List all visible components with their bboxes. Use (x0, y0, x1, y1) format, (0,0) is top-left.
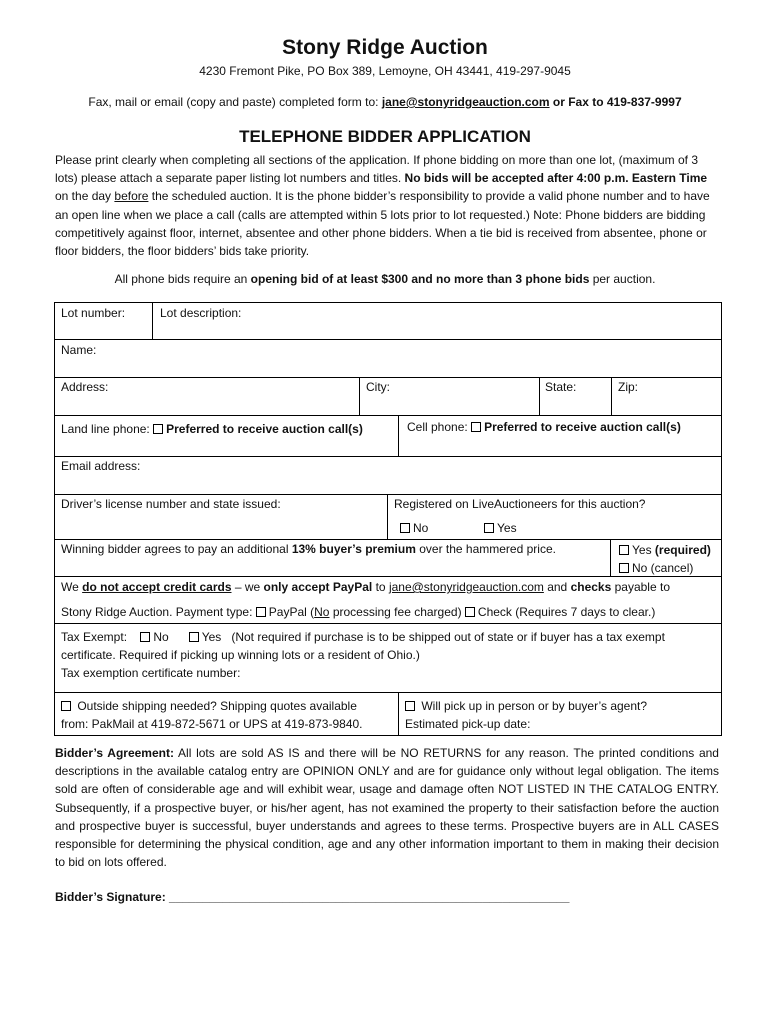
liveauctioneers-no[interactable]: No (400, 521, 428, 536)
payment-terms: We do not accept credit cards – we only accept PayPal to jane@stonyridgeauction.com and checks payable to (61, 580, 670, 594)
signature-line[interactable]: Bidder’s Signature: ____________________________________________________________ (55, 890, 570, 904)
tax-yes-checkbox[interactable] (189, 632, 199, 642)
tax-note: certificate. Required if picking up winning lots or a resident of Ohio.) (61, 648, 420, 662)
tax-exempt-row[interactable]: Tax Exempt: No Yes (Not required if purchase is to be shipped out of state or if buyer has a tax exempt (61, 630, 665, 644)
outside-shipping-checkbox[interactable] (61, 701, 71, 711)
shipping-quotes: from: PakMail at 419-872-5671 or UPS at 419-873-9840. (61, 717, 363, 731)
lot-description-field[interactable]: Lot description: (160, 306, 242, 320)
land-line-field[interactable]: Land line phone: Preferred to receive auction call(s) (61, 422, 363, 436)
shipping-section (54, 692, 722, 735)
submit-instructions: Fax, mail or email (copy and paste) completed form to: jane@stonyridgeauction.com or Fax to 419-837-9997 (88, 95, 682, 109)
pickup-date-field[interactable]: Estimated pick-up date: (405, 717, 531, 731)
company-title: Stony Ridge Auction (282, 36, 488, 59)
tax-certificate-field[interactable]: Tax exemption certificate number: (61, 666, 241, 680)
liveauctioneers-no-checkbox[interactable] (400, 523, 410, 533)
address-field[interactable]: Address: (61, 380, 109, 394)
check-checkbox[interactable] (465, 607, 475, 617)
name-field[interactable]: Name: (61, 343, 97, 357)
pickup-checkbox[interactable] (405, 701, 415, 711)
liveauctioneers-question: Registered on LiveAuctioneers for this auction? (394, 497, 646, 511)
bidder-form (54, 302, 722, 692)
premium-yes-checkbox[interactable] (619, 545, 629, 555)
lot-number-field[interactable]: Lot number: (61, 306, 126, 320)
intro-paragraph: Please print clearly when completing all sections of the application. If phone bidding on more than one lot, (maximum of 3 lots) please attach a separate paper listing lot numbers and titles. No bids will be accepted after 4:00 p.m. Eastern Time on the day before the scheduled auction. It is the phone bidder’s responsibility to provide a valid phone number and to have an open line when we place a call (calls are attempted within 5 lots prior to lot requested.) Note: Phone bidders are bidding competitively against floor, internet, absentee and other phone bidders. When a tie bid is received from absentee, phone or floor bidders, the floor bidders’ bids take priority. (55, 153, 710, 259)
pickup-option[interactable]: Will pick up in person or by buyer’s agent? (405, 699, 647, 714)
form-title: TELEPHONE BIDDER APPLICATION (239, 127, 531, 146)
premium-no-checkbox[interactable] (619, 563, 629, 573)
phone-bid-requirement: All phone bids require an opening bid of at least $300 and no more than 3 phone bids per auction. (114, 272, 656, 286)
liveauctioneers-yes-checkbox[interactable] (484, 523, 494, 533)
bidders-agreement: Bidder’s Agreement: All lots are sold AS IS and there will be NO RETURNS for any reason. The printed conditions and descriptions in the available catalog entry are OPINION ONLY and are for guidance only without legal obligation. The items sold are often of considerable age and will exhibit wear, usage and damage often NOT LISTED IN THE CATALOG ENTRY. Subsequently, if a prospective buyer, or his/her agent, has not examined the property to their satisfaction before the auction and prospective buyer is successful, buyer understands and agrees to these terms. Prospective buyers are in ALL CASES responsible for determining the physical condition, age and any other information important to them in making their decision to bid on lots offered. (55, 746, 719, 870)
state-field[interactable]: State: (545, 380, 577, 394)
premium-yes[interactable]: Yes (required) (619, 543, 711, 558)
drivers-license-field[interactable]: Driver’s license number and state issued: (61, 497, 281, 511)
paypal-checkbox[interactable] (256, 607, 266, 617)
zip-field[interactable]: Zip: (618, 380, 639, 394)
tax-no-checkbox[interactable] (140, 632, 150, 642)
liveauctioneers-yes[interactable]: Yes (484, 521, 517, 536)
company-address: 4230 Fremont Pike, PO Box 389, Lemoyne, OH 43441, 419-297-9045 (199, 64, 571, 78)
city-field[interactable]: City: (366, 380, 390, 394)
cell-phone-field[interactable]: Cell phone: Preferred to receive auction call(s) (407, 420, 681, 434)
outside-shipping-option[interactable]: Outside shipping needed? Shipping quotes available (61, 699, 357, 714)
payment-type[interactable]: Stony Ridge Auction. Payment type: PayPal (No processing fee charged) Check (Requires 7 days to clear.) (61, 605, 656, 619)
premium-no[interactable]: No (cancel) (619, 561, 693, 576)
email-field[interactable]: Email address: (61, 459, 141, 473)
land-line-preferred-checkbox[interactable] (153, 424, 163, 434)
cell-preferred-checkbox[interactable] (471, 422, 481, 432)
contact-email-link[interactable]: jane@stonyridgeauction.com (381, 95, 550, 109)
buyers-premium-text: Winning bidder agrees to pay an additional 13% buyer’s premium over the hammered price. (61, 542, 556, 556)
payment-email-link[interactable]: jane@stonyridgeauction.com (388, 580, 544, 594)
